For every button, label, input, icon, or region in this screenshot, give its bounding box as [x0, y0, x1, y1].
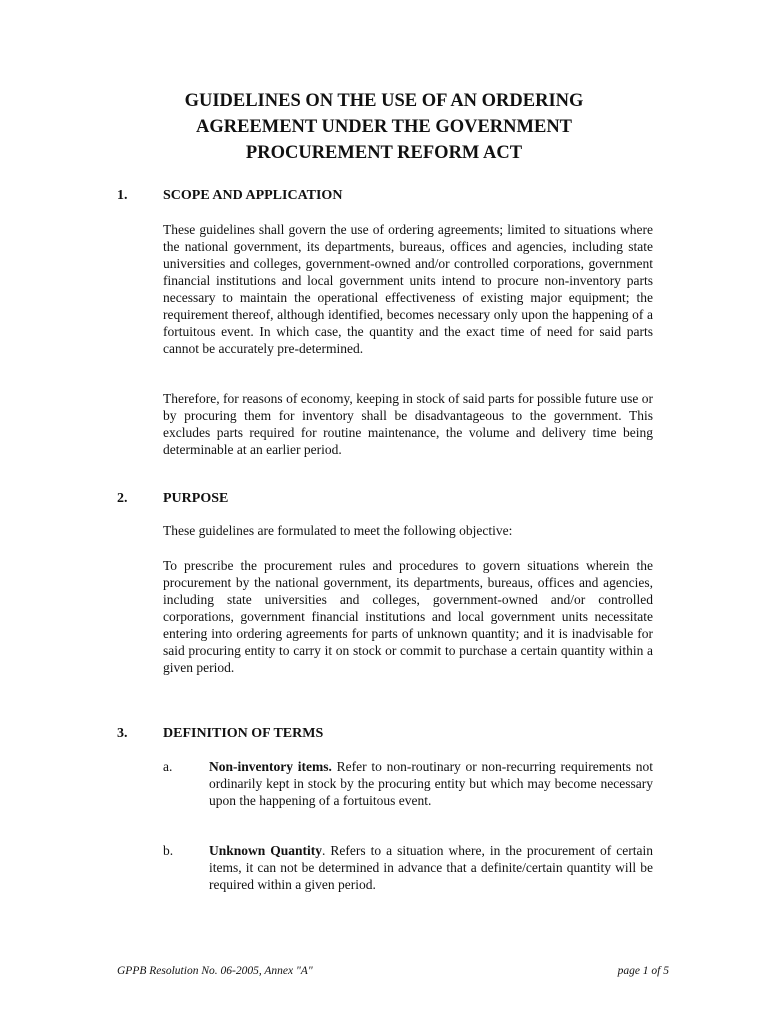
definition-term: Non-inventory items.: [209, 759, 332, 774]
definition-text: . Refers to a situation where, in the procurement of certain items, it can not be determined in advance that a definite/certain quantity will be required within a given period.: [209, 843, 653, 892]
section-title: DEFINITION OF TERMS: [163, 726, 324, 741]
section-number: 2.: [117, 491, 128, 506]
title-line-1: GUIDELINES ON THE USE OF AN ORDERING: [184, 91, 584, 111]
section-title: SCOPE AND APPLICATION: [163, 188, 343, 203]
section-number: 3.: [117, 726, 128, 741]
footer-reference: GPPB Resolution No. 06-2005, Annex "A": [117, 965, 313, 977]
document-title: [100, 88, 668, 166]
definition-letter: a.: [163, 759, 173, 774]
section-2-paragraph-1: These guidelines are formulated to meet the following objective:: [163, 523, 513, 538]
title-line-3: PROCUREMENT REFORM ACT: [245, 143, 523, 163]
definition-body: [209, 842, 653, 893]
footer-page-number: page 1 of 5: [617, 965, 669, 977]
section-number: 1.: [117, 188, 128, 203]
definition-letter: b.: [163, 843, 174, 858]
section-1-paragraph-2: Therefore, for reasons of economy, keeping in stock of said parts for possible future use or by procuring them for inventory shall be disadvantageous to the government. This excludes parts required for routine maintenance, the volume and delivery time being determinable at an earlier period.: [163, 391, 653, 457]
definition-text: Refer to non-routinary or non-recurring requirements not ordinarily kept in stock by the procuring entity but which may become necessary upon the happening of a fortuitous event.: [209, 759, 653, 808]
definition-term: Unknown Quantity: [209, 843, 323, 858]
section-2-paragraph-2: To prescribe the procurement rules and procedures to govern situations wherein the procurement by the national government, its departments, bureaus, offices and agencies, including state universities and colleges, government-owned and/or controlled corporations, government financial institutions and local government units necessitate entering into ordering agreements for parts of unknown quantity; and it is inadvisable for said procuring entity to carry it on stock or commit to purchase a certain quantity within a given period.: [163, 558, 653, 675]
section-title: PURPOSE: [163, 491, 229, 506]
title-line-2: AGREEMENT UNDER THE GOVERNMENT: [195, 117, 573, 137]
section-1-paragraph-1: These guidelines shall govern the use of ordering agreements; limited to situations where the national government, its departments, bureaus, offices and agencies, including state universities and colleges, government-owned and/or controlled corporations, government financial institutions and local government units intend to procure non-inventory parts necessary to maintain the operational effectiveness of existing major equipment; the requirement thereof, although identified, becomes necessary only upon the happening of a fortuitous event. In which case, the quantity and the exact time of need for said parts cannot be accurately pre-determined.: [163, 222, 653, 356]
definition-body: [209, 758, 653, 809]
